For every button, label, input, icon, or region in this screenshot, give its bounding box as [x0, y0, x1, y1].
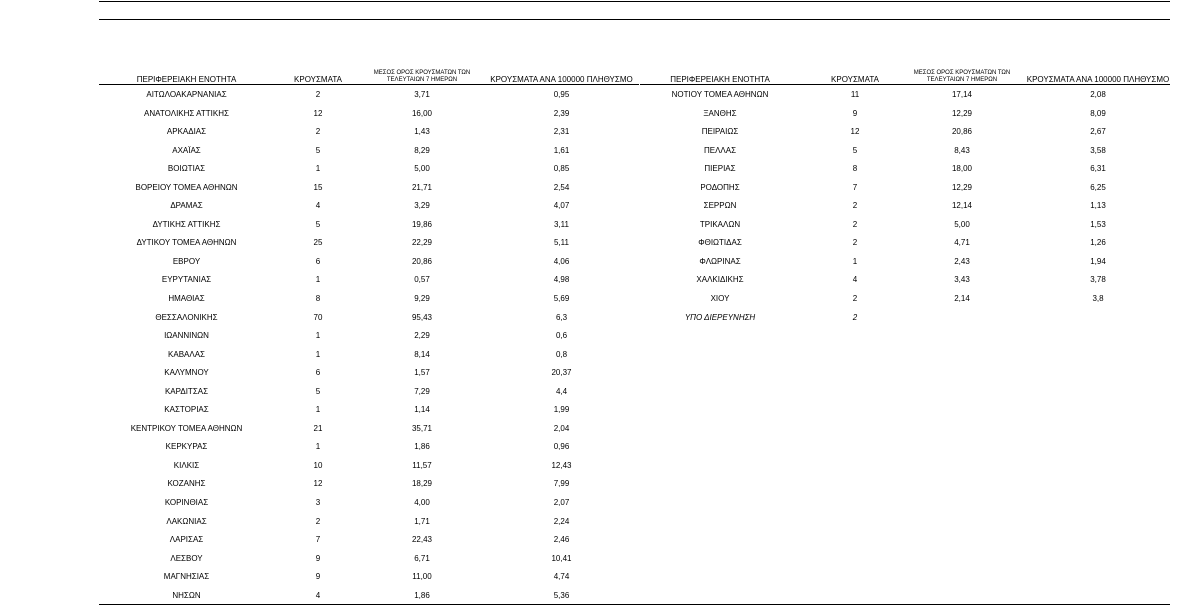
cell-cases: 2 [315, 127, 321, 137]
table-row [640, 215, 1170, 234]
cell-cases: 1 [315, 275, 321, 285]
cell-region: ΡΟΔΟΠΗΣ [700, 182, 740, 192]
cell-region: ΚΟΡΙΝΘΙΑΣ [164, 498, 209, 508]
cell-region: ΥΠΟ ΔΙΕΡΕΥΝΗΣΗ [684, 312, 756, 322]
table-row [99, 586, 639, 605]
cell-per100k: 8,09 [1090, 108, 1106, 118]
table-row [99, 549, 639, 568]
cell-cases: 2 [852, 238, 858, 248]
cell-cases: 11 [850, 90, 860, 99]
header-region: ΠΕΡΙΦΕΡΕΙΑΚΗ ΕΝΟΤΗΤΑ [670, 75, 770, 84]
table-row [99, 141, 639, 160]
cell-avg7: 22,29 [411, 238, 433, 248]
cell-cases: 1 [315, 164, 321, 174]
table-row [640, 196, 1170, 215]
table-row [99, 308, 639, 327]
cell-region: ΑΧΑΪΑΣ [172, 145, 201, 155]
table-row [640, 308, 1170, 327]
table-row [99, 530, 639, 549]
cell-per100k: 0,95 [553, 90, 570, 99]
cell-avg7: 5,00 [414, 164, 430, 174]
cell-region: ΤΡΙΚΑΛΩΝ [699, 219, 741, 229]
cell-cases: 12 [313, 108, 323, 118]
cell-per100k: 4,06 [553, 256, 570, 266]
cell-avg7: 95,43 [411, 312, 433, 322]
table-row [99, 326, 639, 345]
bottom-rule [99, 604, 1170, 605]
cell-cases: 2 [852, 294, 858, 304]
table-body [99, 85, 639, 604]
cell-avg7: 8,14 [414, 349, 430, 359]
table-row [640, 289, 1170, 308]
table-row [99, 437, 639, 456]
cell-avg7: 20,86 [951, 127, 973, 137]
cell-per100k: 5,69 [553, 294, 570, 304]
cell-avg7: 3,43 [954, 275, 970, 285]
cell-region: ΚΙΛΚΙΣ [173, 460, 200, 470]
cell-per100k: 2,67 [1090, 127, 1106, 137]
cell-cases: 2 [852, 312, 858, 322]
cell-per100k: 4,4 [555, 386, 568, 396]
cell-cases: 1 [315, 405, 321, 415]
cell-per100k: 7,99 [553, 479, 570, 489]
cell-region: ΧΑΛΚΙΔΙΚΗΣ [696, 275, 744, 285]
cell-region: ΝΟΤΙΟΥ ΤΟΜΕΑ ΑΘΗΝΩΝ [671, 90, 769, 99]
cell-per100k: 2,07 [553, 498, 570, 508]
cell-region: ΗΜΑΘΙΑΣ [168, 294, 205, 304]
cell-region: ΛΑΚΩΝΙΑΣ [166, 516, 207, 526]
cell-cases: 6 [315, 256, 321, 266]
cell-avg7: 11,57 [412, 460, 432, 470]
cell-cases: 10 [313, 460, 323, 470]
cell-avg7: 2,14 [954, 294, 970, 304]
table-row [640, 85, 1170, 104]
cell-cases: 5 [315, 145, 321, 155]
cell-region: ΚΑΣΤΟΡΙΑΣ [164, 405, 209, 415]
cell-per100k: 1,53 [1090, 219, 1106, 229]
cell-avg7: 3,29 [414, 201, 430, 211]
cell-cases: 1 [315, 331, 321, 341]
cell-avg7: 9,29 [414, 294, 430, 304]
cell-cases: 21 [313, 423, 323, 433]
cell-cases: 2 [852, 201, 858, 211]
cell-region: ΦΘΙΩΤΙΔΑΣ [698, 238, 742, 248]
cell-region: ΔΥΤΙΚΗΣ ΑΤΤΙΚΗΣ [152, 219, 221, 229]
cell-region: ΛΕΣΒΟΥ [170, 553, 203, 563]
cell-avg7: 12,14 [951, 201, 973, 211]
table-row [99, 512, 639, 531]
cell-cases: 9 [315, 553, 321, 563]
header-avg7: ΜΕΣΟΣ ΟΡΟΣ ΚΡΟΥΣΜΑΤΩΝ ΤΩΝ ΤΕΛΕΥΤΑΙΩΝ 7 ΗΜΕΡΩΝ [373, 70, 471, 83]
cell-cases: 2 [315, 90, 321, 99]
cell-cases: 4 [852, 275, 858, 285]
cell-region: ΝΗΣΩΝ [172, 590, 201, 600]
cell-avg7: 16,00 [411, 108, 433, 118]
cell-region: ΠΕΛΛΑΣ [703, 145, 737, 155]
cell-avg7: 8,43 [954, 145, 970, 155]
table-row [640, 122, 1170, 141]
cell-per100k: 4,98 [553, 275, 570, 285]
cell-cases: 7 [315, 535, 321, 545]
table-row [99, 159, 639, 178]
cell-per100k: 1,13 [1090, 201, 1106, 211]
cell-cases: 8 [315, 294, 321, 304]
table-row [99, 567, 639, 586]
cell-region: ΕΒΡΟΥ [172, 256, 201, 266]
cell-cases: 2 [315, 516, 321, 526]
table-row [99, 493, 639, 512]
table-row [99, 252, 639, 271]
header-rule [99, 19, 1170, 20]
cell-region: ΔΥΤΙΚΟΥ ΤΟΜΕΑ ΑΘΗΝΩΝ [136, 238, 237, 248]
cell-region: ΚΑΡΔΙΤΣΑΣ [164, 386, 209, 396]
cell-per100k: 2,39 [553, 108, 570, 118]
table-row [99, 122, 639, 141]
cell-avg7: 12,29 [951, 182, 973, 192]
cell-cases: 7 [852, 182, 858, 192]
table-row [99, 345, 639, 364]
cell-region: ΑΙΤΩΛΟΑΚΑΡΝΑΝΙΑΣ [146, 90, 227, 99]
cell-per100k: 1,94 [1090, 256, 1106, 266]
cell-per100k: 2,24 [553, 516, 570, 526]
cell-avg7: 19,86 [411, 219, 433, 229]
cell-avg7: 6,71 [414, 553, 430, 563]
cell-cases: 1 [315, 349, 321, 359]
cell-per100k: 6,25 [1090, 182, 1106, 192]
cell-per100k: 5,11 [554, 238, 569, 248]
cell-avg7: 1,71 [414, 516, 430, 526]
table-row [640, 252, 1170, 271]
cell-avg7: 17,14 [951, 90, 973, 99]
cell-cases: 12 [850, 127, 860, 137]
cell-avg7: 12,29 [951, 108, 973, 118]
cell-avg7: 2,43 [954, 256, 970, 266]
cell-cases: 4 [315, 201, 321, 211]
cell-avg7: 1,14 [414, 405, 430, 415]
cell-region: ΞΑΝΘΗΣ [703, 108, 737, 118]
table-row [99, 178, 639, 197]
cell-region: ΙΩΑΝΝΙΝΩΝ [164, 331, 209, 341]
cell-cases: 3 [315, 498, 321, 508]
cell-avg7: 2,29 [414, 331, 430, 341]
cell-per100k: 2,46 [553, 535, 570, 545]
cell-per100k: 6,31 [1090, 164, 1106, 174]
cell-region: ΠΕΙΡΑΙΩΣ [701, 127, 739, 137]
cell-per100k: 10,41 [551, 553, 572, 563]
cell-region: ΧΙΟΥ [710, 294, 730, 304]
table-row [99, 382, 639, 401]
cell-cases: 15 [313, 182, 323, 192]
cell-cases: 4 [315, 590, 321, 600]
cell-cases: 6 [315, 368, 321, 378]
table-row [99, 363, 639, 382]
header-region: ΠΕΡΙΦΕΡΕΙΑΚΗ ΕΝΟΤΗΤΑ [136, 75, 237, 84]
cell-cases: 5 [315, 386, 321, 396]
cell-per100k: 20,37 [551, 368, 572, 378]
cell-cases: 1 [852, 256, 858, 266]
table-row [99, 233, 639, 252]
cell-cases: 9 [852, 108, 858, 118]
cell-per100k: 1,61 [553, 145, 570, 155]
cell-region: ΣΕΡΡΩΝ [703, 201, 737, 211]
cell-per100k: 12,43 [551, 460, 572, 470]
cell-cases: 5 [315, 219, 321, 229]
cases-table-left [99, 60, 639, 604]
cell-region: ΑΝΑΤΟΛΙΚΗΣ ΑΤΤΙΚΗΣ [144, 108, 229, 118]
cell-avg7: 21,71 [411, 182, 433, 192]
header-avg7: ΜΕΣΟΣ ΟΡΟΣ ΚΡΟΥΣΜΑΤΩΝ ΤΩΝ ΤΕΛΕΥΤΑΙΩΝ 7 ΗΜΕΡΩΝ [913, 70, 1011, 83]
cell-region: ΜΑΓΝΗΣΙΑΣ [163, 572, 210, 582]
cell-per100k: 0,6 [555, 331, 568, 341]
cell-region: ΚΕΝΤΡΙΚΟΥ ΤΟΜΕΑ ΑΘΗΝΩΝ [130, 423, 243, 433]
table-row [99, 289, 639, 308]
cell-avg7: 22,43 [411, 535, 433, 545]
cell-avg7: 3,71 [414, 90, 430, 99]
cell-region: ΚΑΛΥΜΝΟΥ [164, 368, 209, 378]
cell-per100k: 1,26 [1090, 238, 1106, 248]
cell-cases: 9 [315, 572, 321, 582]
table-row [640, 270, 1170, 289]
table-row [99, 104, 639, 123]
cell-cases: 1 [315, 442, 321, 452]
cell-avg7: 1,86 [414, 590, 430, 600]
cell-per100k: 2,31 [553, 127, 570, 137]
cell-per100k: 5,36 [553, 590, 570, 600]
cell-per100k: 3,78 [1090, 275, 1106, 285]
table-body [640, 85, 1170, 326]
table-row [99, 196, 639, 215]
table-row [99, 85, 639, 104]
cell-per100k: 3,58 [1090, 145, 1106, 155]
table-row [640, 104, 1170, 123]
top-rule [99, 1, 1170, 2]
table-row [640, 159, 1170, 178]
cell-per100k: 2,54 [553, 182, 570, 192]
cell-per100k: 2,04 [553, 423, 570, 433]
cell-avg7: 20,86 [411, 256, 433, 266]
cell-per100k: 0,96 [553, 442, 570, 452]
cell-region: ΚΕΡΚΥΡΑΣ [165, 442, 208, 452]
cell-avg7: 18,00 [951, 164, 973, 174]
cell-per100k: 1,99 [553, 405, 570, 415]
header-per100k: ΚΡΟΥΣΜΑΤΑ ΑΝΑ 100000 ΠΛΗΘΥΣΜΟ [490, 75, 633, 84]
cell-cases: 70 [313, 312, 323, 322]
cell-per100k: 0,85 [553, 164, 570, 174]
cell-avg7: 7,29 [414, 386, 430, 396]
cell-region: ΘΕΣΣΑΛΟΝΙΚΗΣ [155, 312, 218, 322]
cell-region: ΔΡΑΜΑΣ [170, 201, 203, 211]
cell-avg7: 5,00 [954, 219, 970, 229]
cell-per100k: 4,74 [553, 572, 570, 582]
cell-region: ΒΟΙΩΤΙΑΣ [167, 164, 206, 174]
cell-cases: 25 [313, 238, 323, 248]
header-per100k: ΚΡΟΥΣΜΑΤΑ ΑΝΑ 100000 ΠΛΗΘΥΣΜΟ [1026, 75, 1170, 84]
cell-avg7: 4,00 [414, 498, 430, 508]
cell-per100k: 3,8 [1092, 294, 1104, 304]
cell-avg7: 11,00 [412, 572, 432, 582]
table-row [640, 141, 1170, 160]
cell-cases: 8 [852, 164, 858, 174]
cell-per100k: 6,3 [555, 312, 568, 322]
cell-region: ΑΡΚΑΔΙΑΣ [166, 127, 207, 137]
cell-per100k: 3,11 [554, 219, 569, 229]
cell-region: ΒΟΡΕΙΟΥ ΤΟΜΕΑ ΑΘΗΝΩΝ [135, 182, 238, 192]
table-row [99, 270, 639, 289]
cell-region: ΚΟΖΑΝΗΣ [167, 479, 206, 489]
cell-avg7: 4,71 [954, 238, 970, 248]
cell-avg7: 1,86 [414, 442, 430, 452]
cell-avg7: 35,71 [411, 423, 433, 433]
cases-table-right [640, 60, 1170, 326]
cell-region: ΕΥΡΥΤΑΝΙΑΣ [161, 275, 212, 285]
cell-per100k: 4,07 [553, 201, 570, 211]
cell-avg7: 0,57 [414, 275, 430, 285]
table-row [99, 400, 639, 419]
table-header [640, 60, 1170, 84]
table-row [99, 215, 639, 234]
cell-avg7: 8,29 [414, 145, 430, 155]
cell-cases: 2 [852, 219, 858, 229]
cell-avg7: 1,43 [414, 127, 430, 137]
cell-region: ΠΙΕΡΙΑΣ [704, 164, 736, 174]
cell-region: ΛΑΡΙΣΑΣ [169, 535, 204, 545]
cell-avg7: 1,57 [414, 368, 430, 378]
cell-avg7: 18,29 [411, 479, 433, 489]
cell-cases: 5 [852, 145, 858, 155]
table-header [99, 60, 639, 84]
header-cases: ΚΡΟΥΣΜΑΤΑ [831, 75, 879, 84]
cell-per100k: 0,8 [555, 349, 568, 359]
header-cases: ΚΡΟΥΣΜΑΤΑ [294, 75, 342, 84]
cell-region: ΚΑΒΑΛΑΣ [168, 349, 205, 359]
table-row [640, 233, 1170, 252]
table-row [99, 419, 639, 438]
cell-cases: 12 [313, 479, 323, 489]
table-row [99, 474, 639, 493]
table-row [640, 178, 1170, 197]
cell-per100k: 2,08 [1090, 90, 1106, 99]
table-row [99, 456, 639, 475]
cell-region: ΦΛΩΡΙΝΑΣ [699, 256, 741, 266]
